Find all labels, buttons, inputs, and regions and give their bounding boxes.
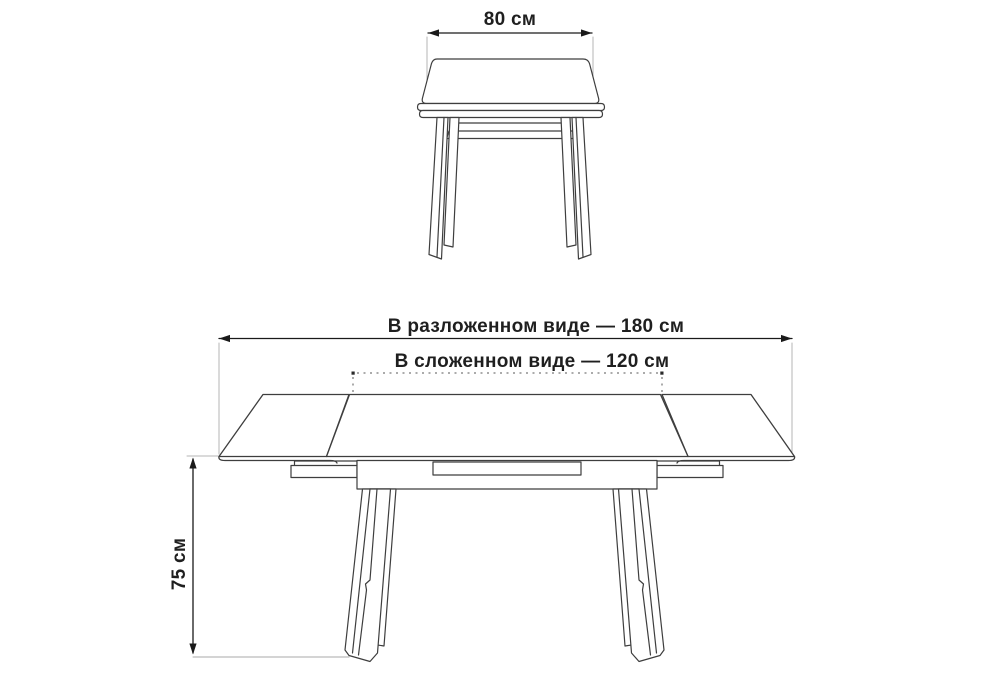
- left-rail-lower: [291, 466, 357, 478]
- height-75-label: 75 см: [169, 537, 190, 591]
- right-rail-lower: [657, 466, 723, 478]
- arrow-left-icon: [219, 335, 230, 342]
- end-view-apron: [447, 123, 577, 139]
- side-view-tabletop: [219, 395, 795, 464]
- bracket-corner-left: [352, 372, 355, 375]
- side-view-legs: [345, 489, 664, 662]
- arrow-up-icon: [189, 458, 196, 469]
- end-view-tabletop: [418, 59, 605, 118]
- folded-120-label: В сложенном виде — 120 см: [394, 351, 670, 372]
- arrow-right-icon: [581, 29, 592, 36]
- dim-height-75: [187, 456, 349, 657]
- extended-180-label: В разложенном виде — 180 см: [387, 316, 685, 337]
- centre-tabletop: [327, 395, 689, 457]
- arrow-right-icon: [781, 335, 792, 342]
- apron-box: [357, 461, 657, 490]
- dim-folded-120: [352, 372, 664, 394]
- end-view: [418, 29, 605, 259]
- arrow-down-icon: [189, 644, 196, 655]
- arrow-left-icon: [428, 29, 439, 36]
- side-view: [187, 335, 795, 662]
- width-80-label: 80 см: [483, 9, 537, 30]
